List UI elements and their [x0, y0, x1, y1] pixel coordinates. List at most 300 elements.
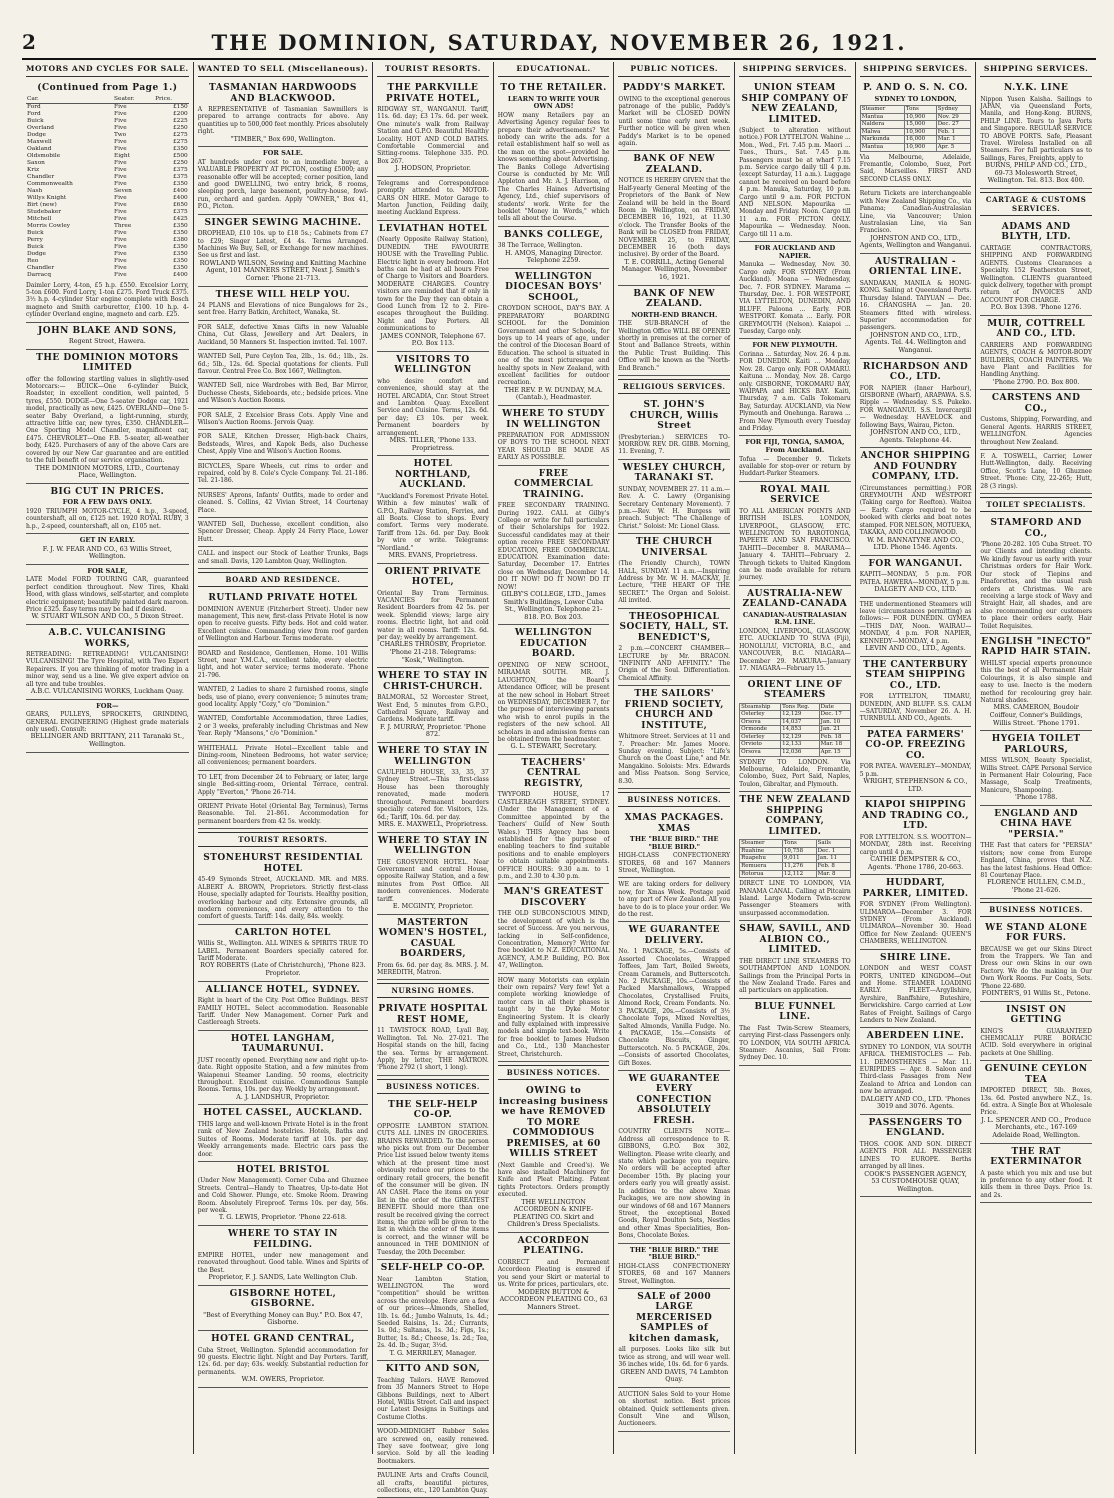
- ad-body: FOR LYTTELTON, TIMARU, DUNEDIN, AND BLUFF. S.S. CALM—SATURDAY, November 26. A. H. TURNBULL AND CO., Agents.: [859, 693, 972, 723]
- ad-signature: "Best of Everything Money can Buy." P.O. Box 47, Gisborne.: [203, 1310, 363, 1327]
- table-cell: Five: [114, 103, 127, 110]
- ad-signature: THE WELLINGTON ACCORDEON & KNIFE-PLEATING CO. Skirt and Children's Dress Specialists.: [507, 1197, 600, 1229]
- ad-heading: RUTLAND PRIVATE HOTEL: [208, 593, 358, 604]
- ad-signature: A. J. LANDSHUR, Proprietor.: [236, 1092, 330, 1101]
- ad-heading: PATEA FARMERS' CO-OP. FREEZING CO.: [865, 729, 966, 761]
- ad-signature: LEVIN AND CO., LTD., Agents.: [865, 644, 966, 653]
- advertisement: [377, 1425, 489, 1469]
- table-cell: Five: [114, 145, 127, 152]
- table-cell: Buick: [27, 243, 44, 250]
- ad-heading: ANCHOR SHIPPING AND FOUNDRY COMPANY, LTD.: [860, 451, 971, 483]
- column-header: SHIPPING SERVICES.: [980, 62, 1092, 77]
- ad-body: 38 The Terrace, Wellington.: [497, 242, 583, 250]
- column-header: SHIPPING SERVICES.: [739, 62, 851, 77]
- advertisement: [198, 321, 368, 350]
- table-cell: Five: [114, 264, 127, 271]
- ad-body: MISS WILSON, Beauty Specialist, Willis Street. CAPE Personal Service in Permanent Hair Colouring, Face Massage, Scalp Treatments, Manicure, Shampooing.: [980, 757, 1092, 794]
- table-cell: Five: [114, 166, 127, 173]
- ad-signature: CATHIE DEMPSTER & CO., Agents. 'Phone 1786, 20-663.: [867, 854, 964, 871]
- table-cell: Dec. 17: [819, 711, 850, 719]
- ad-body: WE are taking orders for delivery now, for Xmas Week. Postage paid to any part of New Zealand. All you have to do is to place your order. We do the rest.: [618, 881, 731, 919]
- page-number: 2: [22, 30, 36, 54]
- advertisement: [377, 743, 489, 832]
- ad-heading: ABERDEEN LINE.: [866, 1031, 965, 1042]
- ad-heading: STONEHURST RESIDENTIAL HOTEL: [203, 853, 363, 874]
- advertisement: [198, 982, 368, 1031]
- ad-signature: DALGETY AND CO., LTD. 'Phones 3019 and 3076. Agents.: [860, 1094, 971, 1111]
- table-row: [860, 144, 971, 152]
- ad-subheading: LEARN TO WRITE YOUR OWN ADS!: [507, 94, 600, 111]
- section-heading: CARTAGE & CUSTOMS SERVICES.: [980, 192, 1092, 216]
- advertisement: [618, 1244, 730, 1289]
- ad-body: GEARS, PULLEYS, SPROCKETS, GRINDING, GENERAL ENGINEERING (Highest grade materials only used). Consult:: [26, 711, 189, 734]
- ad-signature: DALGETY AND CO., LTD.: [874, 585, 957, 593]
- advertisement: [198, 590, 368, 647]
- table-row: [740, 741, 851, 749]
- column-2: [194, 62, 373, 1454]
- table-cell: £425: [172, 215, 188, 222]
- table-cell: Osterley: [740, 733, 781, 741]
- ad-body: OWING to the exceptional generous patronage of the public, Paddy's Market will be CLOSED DOWN until some time early next week. Further notice will be given when Paddy's Market is to be opened again.: [618, 95, 731, 147]
- ad-body: 1920 TRIUMPH MOTOR-CYCLE, 4 h.p., 3-speed, countershaft, all on, £125 net. 1920 ROYAL RUBY, 3 h.p., 2-speed, countershaft, all on, £105 net.: [26, 507, 189, 530]
- advertisement: [26, 700, 189, 753]
- ad-signature: MRS. EVANS, Proprietress.: [388, 551, 478, 560]
- ad-signature: FOINTER'S, 91 Willis St., Petone.: [981, 988, 1091, 997]
- ad-body: NOTICE IS HEREBY GIVEN that the Half-yearly General Meeting of the Proprietors of the Bank of New Zealand will be held in the Board Room in Wellington, on FRIDAY, DECEMBER 16, 1921, at 11.30 o'clock. The Transfer Books of the Bank will be CLOSED from FRIDAY, NOVEMBER 25, to FRIDAY, DECEMBER 16 (both days inclusive). By order of the Board.: [618, 177, 731, 259]
- advertisement: [980, 515, 1092, 634]
- ad-heading: CARSTENS AND CO.,: [991, 393, 1081, 414]
- table-cell: 11,276: [782, 863, 816, 871]
- ad-heading: THE NEW ZEALAND SHIPPING COMPANY, LIMITED.: [739, 795, 851, 837]
- ad-body: THE DIRECT LINE STEAMERS TO SOUTHAMPTON AND LONDON. Sailings from the Principal Ports in the New Zealand Trade. Fares and all particulars on application.: [739, 957, 851, 995]
- ad-body: EMPIRE HOTEL, under new management and renovated throughout. Good table. Wines and Spirits of the Best.: [197, 1252, 369, 1274]
- advertisement: [739, 242, 851, 339]
- ad-subheading: NORTH-END BRANCH.: [631, 310, 718, 319]
- ad-body: Teaching Tailors. HAVE Removed from 35 Manners Street to Hope Gibbons Buildings, next to Albert Hotel, Willis Street. Call and inspect our Latest Designs in Suitings and Costume Cloths.: [377, 1376, 489, 1421]
- ad-body: offer the following startling values in slightly-used Motorcars:— BUICK—One 6-cylinder Buick, Roadster, in excellent condition, well painted, 5 tyres, £550. DODGE—One 5-seater Dodge car, 1921 model, practically as new, £425. OVERLAND—One 5-seater Baby Overland, a light-running, sturdy, attractive little car, new tyres, £350. CHANDLER—One Sporting Model Chandler, magnificent car, £475. CHEVROLET—One F.B. 5-seater, all-weather body, £425. Purchasers of any of the above Cars are covered by our New Car guarantee and are entitled to the full benefit of our service organisation.: [26, 375, 189, 465]
- ad-heading: WE GUARANTEE DELIVERY.: [628, 925, 720, 946]
- advertisement: [26, 534, 189, 565]
- ad-body: Tofua — December 9. Tickets available for stop-over or return by Huddart-Parker Steamers.: [739, 455, 851, 478]
- ad-body: 11 TAVISTOCK ROAD, Lyall Bay, Wellington. Tel. No. 27-021. The Hospital stands on the hill, facing the sea. Terms by arrangement. Apply, by letter, THE MATRON. 'Phone 2792 (1 short, 1 long).: [377, 1027, 489, 1072]
- advertisement: [377, 1469, 489, 1498]
- table-cell: Willys Knight: [27, 194, 67, 201]
- ad-body: BALMORAL, 52 Worcester Street, West End, 5 minutes from G.P.O., Cathedral Square, Railway and Gardens. Moderate tariff.: [377, 694, 489, 724]
- ad-body: FOR PATEA. WAVERLEY—MONDAY, 5 p.m.: [859, 763, 972, 778]
- ad-heading: ROYAL MAIL SERVICE: [759, 484, 830, 506]
- ad-heading: SHAW, SAVILL, AND ALBION CO., LIMITED.: [739, 924, 851, 956]
- ad-body: THOS. COOK AND SON. DIRECT AGENTS FOR ALL PASSENGER LINES TO EUROPE. Berths arranged by all lines.: [859, 1140, 972, 1171]
- ad-body: AUCTION Sales Sold to your Home on shortest notice. Best prices obtained. Quick settlements given. Consult Vine and Wilson, Auctioneers.: [618, 1390, 731, 1428]
- ad-body: THE GROSVENOR HOTEL. Near Government and central House, opposite Railway Station, and a few minutes from Post Office. All modern conveniences. Moderate tariff.: [377, 858, 489, 903]
- table-cell: Seven: [114, 187, 132, 194]
- table-row: [26, 209, 189, 216]
- ad-body: 24 PLANS and Elevations of nice Bungalows for 2s., sent free. Harry Batkin, Architect, Wanaka, St.: [197, 302, 369, 317]
- advertisement: [739, 80, 851, 242]
- ad-body: all purposes. Looks like silk but twice as strong, and will wear well. 36 inches wide, 10s. 6d. for 6 yards.: [618, 1346, 731, 1369]
- ad-heading: ST. JOHN'S CHURCH, Willis Street: [629, 400, 719, 432]
- advertisement: [498, 974, 610, 1062]
- advertisement: [198, 547, 368, 569]
- advertisement: [618, 286, 730, 376]
- advertisement: [860, 875, 972, 949]
- ad-heading: BANKS COLLEGE,: [503, 229, 604, 240]
- ad-body: THE undermentioned Steamers will leave (circumstances permitting) as follows:— FOR DUNEDIN. GYMEA—THIS DAY, Noon. WAIRAU—MONDAY, 4 p.m. FOR NAPIER, KENNEDY—MONDAY, 4 p.m.: [859, 600, 972, 645]
- ad-signature: JOHNSTON AND CO., LTD., Agents. Telephone 44.: [870, 427, 961, 444]
- ad-body: SUNDAY, NOVEMBER 27. 11 a.m.—Rev. A. C. Lawry (Organising Secretary Centenary Movement). 7 p.m.—Rev. W. H. Burgess will preach. Subject: "The Challenge of Christ." Soloist: Mr. Lionel Glass.: [618, 485, 731, 530]
- table-cell: Five: [114, 110, 127, 117]
- ad-heading: THE SAILORS' FRIEND SOCIETY, CHURCH AND INSTITUTE,: [624, 689, 724, 731]
- table-row: [740, 847, 851, 855]
- ad-heading: A.B.C. VULCANISING WORKS,: [48, 628, 167, 649]
- ad-heading: ORIENT PRIVATE HOTEL,: [384, 566, 482, 588]
- table-cell: Dec. 1: [816, 847, 850, 855]
- table-cell: Three: [114, 222, 132, 229]
- table-cell: Kriz: [27, 166, 40, 173]
- advertisement: [198, 489, 368, 518]
- ad-heading: KIAPOI SHIPPING AND TRADING CO., LTD.: [861, 800, 970, 832]
- ad-body: (Under New Management). Corner Cuba and Ghuznee Streets. Central—Handy to Theatres, Up-to-date Hot and Cold Shower. Plunge, etc. Smoke Room. Drawing Room. Absolutely Fireproof. Terms 10s. per day, 56s. per week.: [197, 1177, 369, 1215]
- table-cell: Buick: [27, 117, 44, 124]
- table-cell: Five: [114, 236, 127, 243]
- ad-body: OPENING OF NEW SCHOOL, MIRAMAR SOUTH. MR. J. LAUGHTON, the Board's Attendance Officer, will be present at the new school in Hobart Street on WEDNESDAY, DECEMBER 7, for the purpose of interviewing parents who wish to enrol pupils in the registers of the new school. All scholars in and admission forms can be obtained from the headmaster.: [497, 661, 610, 743]
- ad-body: JUST recently opened. Everything new and right up-to-date. Right opposite Station, and a few minutes from Waiapenui Steamer Landing. 50 rooms, electricity throughout. Excellent cuisine. Commodious Sample Rooms. Terms, 10s. per day. Weekly by arrangement.: [197, 1056, 369, 1094]
- table-row: [26, 118, 189, 125]
- ad-body: THE OLD SUBCONSCIOUS MIND, the development of which is the secret of Success. Are you nervous, lacking in Self-confidence, Concentration, Memory? Write for free booklet to N.Z. EDUCATIONAL AGENCY, A.M.P. Building, P.O. Box 47, Wellington.: [497, 910, 610, 970]
- listing-table: [739, 839, 851, 878]
- table-cell: £400: [172, 187, 188, 194]
- table-row: [26, 188, 189, 195]
- table-row: [860, 113, 971, 121]
- column-1: [22, 62, 194, 1454]
- table-cell: £400: [172, 194, 188, 201]
- ad-body: (Nearly Opposite Railway Station), DUNEDIN. THE FAVOURITE HOUSE with the Travelling Public. Electric light in every bedroom. Hot baths can be had at all hours Free of Charge to Visitors and Boarders. MODERATE CHARGES. Country visitors are reminded that if only in town for the Day they can obtain a Good Lunch from 12 to 2. Fire-escapes throughout the Building. Night and Day Porters. All communications to: [377, 236, 489, 333]
- ad-body: 45-49 Symonds Street, AUCKLAND. MR. and MRS. ALBERT A. BROWN, Proprietors. Strictly first-class House, specially adapted for Tourists. Healthy position, overlooking harbour and city. Extensive grounds, all modern conveniences, and every attention to the comfort of guests. Tariff: 14s. daily, 84s. weekly.: [197, 876, 369, 921]
- ad-heading: TO THE RETAILER.: [500, 83, 607, 93]
- ad-body: DROPHEAD, £10 10s. up to £18 5s.; Cabinets from £7 to £29; Singer Latest, £4 4s. Terms Arranged. Machines We Buy, Sell, or Exchange for new machines. See us first and last.: [197, 230, 369, 260]
- ad-body: TWYFORD HOUSE, 17 CASTLEREAGH STREET, SYDNEY. (Under the Management of a Committee appointed by the Teachers' Guild of New South Wales.) THIS Agency has been established for the purpose of enabling teachers to find suitable positions and to enable employers to obtain suitable appointments. OFFICE HOURS: 9.30 a.m. to 1 p.m., and 2.30 to 4.30 p.m.: [497, 791, 610, 880]
- table-cell: £375: [172, 166, 188, 173]
- table-cell: £350: [172, 250, 188, 257]
- table-cell: £350: [172, 243, 188, 250]
- ad-heading: JOHN BLAKE AND SONS,: [38, 325, 177, 336]
- ad-body: Manuka — Wednesday, Nov. 30. Cargo only. FOR SYDNEY (From Auckland). Moana — Wednesday, Dec. 7. FOR SYDNEY. Marama — Thursday, Dec. 1. FOR WESTPORT, VIA LYTTELTON, DUNEDIN, AND BLUFF. Paloona ... Early. FOR WESTPORT. Komata ... Early. FOR GREYMOUTH (Nelson). Kaiapoi ... Tuesday, Cargo only.: [739, 261, 851, 335]
- ad-heading: ENGLISH "INECTO" RAPID HAIR STAIN.: [981, 636, 1092, 658]
- ad-body: BOARD and Residence, Gentlemen, Home. 101 Willis Street, near Y.M.C.A., excellent table, every electric light, and hot water service; terms moderate. 'Phone 21-796.: [197, 649, 369, 679]
- section-heading: NURSING HOMES.: [377, 983, 489, 998]
- table-cell: Dec. 27: [936, 121, 971, 129]
- table-cell: £150: [172, 103, 188, 110]
- advertisement: [618, 922, 730, 1071]
- ad-heading: ORIENT LINE OF STEAMERS: [747, 679, 843, 700]
- ad-subheading: THE "BLUE BIRD." THE "BLUE BIRD.": [629, 1245, 719, 1262]
- advertisement: [198, 215, 368, 287]
- masthead-rule: [22, 58, 1096, 60]
- ad-body: LONDON, LIVERPOOL, GLASGOW, ETC. AUCKLAND TO SUVA (Fiji), HONOLULU, VICTORIA, B.C., and VANCOUVER, B.C. NIAGARA—December 29. MAKURA—January 17. NIAGARA—February 15.: [739, 628, 851, 673]
- table-header-cell: Tons Reg.: [781, 703, 820, 711]
- advertisement: [860, 598, 972, 657]
- ad-body: Whitmore Street. Services at 11 and 7. Preacher: Mr. James Moore. Sunday evening. Subject: "Life's Church on the Coast Line," and Mr. Mangakino. Soloists: Mrs. Edwards and Miss Peatson. Song Service, 8.30.: [618, 733, 731, 785]
- section-heading: TOILET SPECIALISTS.: [980, 497, 1092, 512]
- advertisement: [618, 460, 730, 534]
- table-cell: Mantua: [860, 144, 904, 152]
- ad-heading: WHERE TO STUDY IN WELLINGTON: [502, 409, 606, 430]
- ad-body: FREE SECONDARY TRAINING. During 1922. CALL at Gilby's College or write for full particulars of their Scholarships for 1922. Successful candidates may at their option receive FREE SECONDARY EDUCATION, FREE COMMERCIAL EDUCATION. Examination date: Saturday, December 17. Entries close on Wednesday, December 14. DO IT NOW! DO IT NOW! DO IT NOW!: [497, 502, 610, 591]
- table-header-cell: Steamer: [860, 106, 904, 114]
- column-header: TOURIST RESORTS.: [377, 62, 489, 77]
- table-cell: Apr. 5: [936, 144, 971, 152]
- ad-body: PREPARATION FOR ADMISSION OF BOYS TO THE SCHOOL NEXT YEAR SHOULD BE MADE AS EARLY AS POSSIBLE.: [497, 432, 610, 462]
- ad-heading: BANK OF NEW ZEALAND.: [633, 288, 716, 310]
- ad-body: DOMINION AVENUE (Fitzherbert Street). Under new management, This new, first-class Private Hotel is now open to receive guests. Fifty beds. Hot and cold water. Excellent cuisine. Commanding view from roof garden of Wellington and Harbour. Terms moderate.: [197, 605, 369, 643]
- ad-signature: F. J. MURRAY, Proprietor. 'Phone 872.: [380, 722, 486, 739]
- table-row: [26, 146, 189, 153]
- ad-signature: JOHNSTON AND CO., LTD., Agents. Tel. 44. Wellington and Wanganui.: [864, 330, 967, 354]
- advertisement: [377, 352, 489, 456]
- table-cell: £350: [172, 257, 188, 264]
- advertisement: [860, 359, 972, 449]
- table-cell: £650: [172, 201, 188, 208]
- table-row: [860, 128, 971, 136]
- ad-heading: CARLTON HOTEL: [235, 927, 331, 938]
- table-cell: Feb. 8: [816, 863, 850, 871]
- advertisement: [498, 406, 610, 466]
- ad-body: FOR SALE, Kitchen Dresser, High-back Chairs, Bedsteads, Wires, and Kapok Beds, also Duchesse Chest, Apply Vine and Wilson's Auction Rooms.: [197, 433, 369, 456]
- column-5: [614, 62, 735, 1454]
- advertisement: [860, 448, 972, 556]
- ad-body: SANDAKAN, MANILA & HONG-KONG. Sailing at Queensland Ports. Thursday Island. TAIYUAN — Dec. 16. CHANGSHA — Jan. 20. Steamers fitted with wireless. Superior accommodation for passengers.: [859, 279, 972, 332]
- advertisement: [198, 80, 368, 147]
- ad-signature: T. G. LEWIS, Proprietor. 'Phone 22-618.: [218, 1213, 347, 1222]
- ad-heading: HUDDART, PARKER, LIMITED.: [862, 878, 969, 899]
- advertisement: [739, 339, 851, 436]
- table-cell: Chandler: [27, 173, 55, 180]
- advertisement: [980, 806, 1092, 899]
- advertisement: [860, 1115, 972, 1197]
- table-cell: Studebaker: [27, 208, 62, 215]
- table-cell: Overland: [27, 124, 54, 131]
- ad-heading: HOTEL CASSEL, AUCKLAND.: [203, 1108, 363, 1119]
- table-cell: £275: [172, 138, 188, 145]
- ad-heading: PADDY'S MARKET.: [622, 83, 726, 93]
- table-cell: £400: [172, 271, 188, 278]
- table-row: [26, 223, 189, 230]
- advertisement: [739, 921, 851, 999]
- ad-signature: J. L. SPENCER AND CO., Produce Merchants, etc., 167-169 Adelaide Road, Wellington.: [981, 1115, 1092, 1139]
- table-row: [26, 174, 189, 181]
- advertisement: [377, 564, 489, 669]
- ad-heading: OWING to increasing business we have REMOVED TO MORE COMMODIOUS PREMISES, at 60 WILLIS STREET: [498, 1086, 609, 1160]
- table-row: [740, 870, 851, 878]
- ad-body: F. A. TOSWELL, Carrier, Lower Hutt-Wellington, daily. Receiving Office, Scott's Lane, 10 Ghuznee Street. 'Phone: City, 22-265; Hutt, 28 (3 rings).: [980, 453, 1092, 490]
- advertisement: [377, 833, 489, 915]
- advertisement: [498, 227, 610, 269]
- table-row: [26, 244, 189, 251]
- table-cell: £350: [172, 222, 188, 229]
- ad-signature: THE DOMINION MOTORS, LTD., Courtenay Place, Wellington.: [35, 463, 180, 480]
- ad-heading: FREE COMMERCIAL TRAINING.: [514, 468, 594, 500]
- ad-body: BICYCLES, Spare Wheels, cut rims to order and repaired, cold by 8. Cole's Cycle Company. Tel. 21-186. Tel. 21-186.: [197, 462, 369, 485]
- table-header-cell: Car.: [26, 96, 113, 104]
- ad-signature: Proprietor, F. J. SANDS, Late Wellington Club.: [208, 1273, 358, 1282]
- advertisement: [198, 350, 368, 379]
- ad-heading: BLUE FUNNEL LINE.: [754, 1001, 836, 1023]
- table-cell: Mitchell: [27, 215, 52, 222]
- ad-signature: BURNS, PHILP AND CO., LTD., 69-73 Molesworth Street, Wellington. Tel. 813. Box 400.: [985, 161, 1088, 185]
- ad-heading: ACCORDEON PLEATING.: [517, 1235, 590, 1257]
- advertisement: [198, 518, 368, 547]
- table-cell: 12,036: [781, 749, 820, 757]
- table-cell: 12,129: [781, 711, 820, 719]
- table-cell: Five: [114, 201, 127, 208]
- ad-heading: WHERE TO STAY IN CHRIST-CHURCH.: [378, 671, 488, 692]
- advertisement: [498, 755, 610, 884]
- advertisement: [377, 1001, 489, 1075]
- table-cell: £350: [172, 229, 188, 236]
- ad-subheading: FOR—: [96, 701, 119, 710]
- advertisement: [198, 1286, 368, 1331]
- table-header-cell: Steamship: [740, 703, 781, 711]
- table-cell: Feb. 1: [936, 128, 971, 136]
- section-heading: BUSINESS NOTICES.: [498, 1065, 610, 1080]
- advertisement: [198, 925, 368, 982]
- table-cell: 16,000: [904, 136, 936, 144]
- ad-body: A paste which you mix and use but in preference to any other food. It kills them in three Days. Price 1s. and 2s.: [980, 1169, 1092, 1199]
- table-row: [26, 202, 189, 209]
- column-4: [494, 62, 615, 1454]
- ad-body: KAPITI—MONDAY, 5 p.m. FOR PATEA. HAWERA—MONDAY, 5 p.m.: [859, 571, 972, 586]
- table-row: [26, 195, 189, 202]
- advertisement: [377, 456, 489, 563]
- table-cell: Reo: [27, 257, 39, 264]
- table-cell: Mantua: [860, 113, 904, 121]
- ad-heading: MUIR, COTTRELL AND CO., LTD.: [987, 318, 1086, 340]
- ad-body: WANTED Sell, Pure Ceylon Tea, 2lb., 1s. 6d.; 1lb., 2s. 6d.; 5lb., 12s. 6d. Special quotations for clients. Full flavour. Central Free Co. Box 1667, Wellington.: [197, 353, 369, 375]
- table-row: [26, 237, 189, 244]
- table-row: [26, 265, 189, 272]
- ad-heading: XMAS PACKAGES. XMAS: [624, 813, 724, 834]
- ad-body: Telegrams and Correspondence promptly attended to. MOTOR-CARS ON HIRE. Motor Garage to Marton Junction, Feilding daily, meeting Auckland Express.: [377, 179, 489, 217]
- ad-body: Near Lambton Station, WELLINGTON. The word "competition" should be written across the envelope. Here are a few of our prices—Almonds, Shelled, 1lb. 1s. 6d.; Jumbo Walnuts, 1s. 4d.; Seeded Raisins, 1s. 2d.; Currants, 1s. 0d.; Sultanas, 1s. 3d.; Figs, 1s.; Butter, 1s. 8d.; Cheese, 1s. 2d.; Tea, 2s. 4d. lb.; Sugar, 3½d.: [377, 1275, 489, 1350]
- ad-heading: SHIRE LINE.: [880, 952, 951, 963]
- ad-heading: THEOSOPHICAL SOCIETY, HALL, ST. BENEDICT'S,: [619, 611, 729, 643]
- advertisement: [739, 482, 851, 586]
- table-cell: Dodge: [27, 250, 46, 257]
- table-cell: Five: [114, 229, 127, 236]
- ad-signature: FLORENCE HULLEN, C.M.D., 'Phone 21-626.: [987, 878, 1086, 894]
- newspaper-title: THE DOMINION, SATURDAY, NOVEMBER 26, 1921.: [211, 30, 907, 55]
- ad-body: LATE Model FORD TOURING CAR, guaranteed perfect condition throughout. New Tires, Khaki Hood, with glass windows, self-starter, and complete electric equipment; beautifully painted dark maroon. Price £325. Easy terms may be had if desired.: [26, 576, 189, 613]
- ad-heading: TASMANIAN HARDWOODS AND BLACKWOOD.: [209, 83, 357, 104]
- table-cell: Remuera: [740, 863, 783, 871]
- table-cell: £225: [172, 117, 188, 124]
- table-cell: 14,853: [781, 726, 820, 734]
- ad-signature: T. G. MERRILEY, Manager.: [389, 1348, 477, 1357]
- advertisement: [498, 884, 610, 973]
- ad-heading: AUSTRALIAN - ORIENTAL LINE.: [869, 256, 963, 278]
- advertisement: [618, 1289, 730, 1388]
- ad-body: 2 p.m.—CONCERT CHAMBER—LECTURE by Mr. BRACON. "INFINITY AND AFFINITY." The Origin of the Soul. Differentiation. Chemical Affinity.: [618, 645, 731, 682]
- table-cell: £350: [172, 180, 188, 187]
- ad-body: From 6s. 6d. per day, 8s. MRS. J. M. MEREDITH, Matron.: [377, 961, 489, 976]
- table-cell: Narkunda: [860, 136, 904, 144]
- table-cell: £200: [172, 110, 188, 117]
- ad-subheading: FOR FIJI, TONGA, SAMOA, From Auckland.: [745, 438, 845, 454]
- advertisement: [377, 177, 489, 221]
- table-header-cell: Seater.: [113, 96, 154, 104]
- table-cell: 12,129: [781, 733, 820, 741]
- table-cell: Apr. 15: [819, 749, 850, 757]
- ad-heading: SINGER SEWING MACHINE.: [204, 217, 362, 228]
- ad-heading: WESLEY CHURCH, TARANAKI ST.: [622, 462, 726, 484]
- column-7: [856, 62, 977, 1454]
- ad-signature: MRS. CAMERON, Boudoir Coiffeur, Conner's Buildings, Willis Street. 'Phone 1791.: [989, 703, 1083, 727]
- section-heading: RELIGIOUS SERVICES.: [618, 379, 730, 394]
- table-cell: Five: [114, 243, 127, 250]
- table-cell: Jan. 10: [819, 718, 850, 726]
- listing-table: [860, 105, 972, 152]
- advertisement: [739, 677, 851, 793]
- advertisement: [498, 1083, 610, 1233]
- ad-signature: MRS. E. MAXWELL, Proprietress.: [377, 819, 488, 828]
- table-cell: Five: [114, 250, 127, 257]
- advertisement: [860, 657, 972, 727]
- ad-body: WHITEHALL Private Hotel—Excellent table and Dining-room, Nineteen Bedrooms, hot water service; all conveniences; permanent boarders.: [197, 744, 369, 767]
- ad-heading: HOTEL LANGHAM, TAUMARUNUI.: [230, 1033, 336, 1055]
- table-cell: Mar. 8: [816, 870, 850, 878]
- advertisement: [860, 254, 972, 359]
- ad-body: ORIENT Private Hotel (Oriental Bay, Terminus), Terms Reasonable. Tel. 21-861. Accommodation for permanent boarders from 42 5s. weekly.: [197, 803, 369, 825]
- table-cell: Five: [114, 215, 127, 222]
- ad-heading: UNION STEAM SHIP COMPANY OF NEW ZEALAND, LIMITED.: [741, 83, 849, 125]
- ad-body: WANTED Sell, Duchesse, excellent condition, also Spencer Dresser, Cheap. Apply 24 Ferry Place, Lower Hutt.: [197, 521, 369, 543]
- ad-body: 'Phone 20-282. 105 Cuba Street. TO our Clients and intending clients. We kindly favour us early with your Christmas orders for Hair Work. Our stock of Tiepins and Pinaforettes, and the usual rush orders at Christmas. We are receiving a large stock of Wavy and Straight Hair, all shades, and are also recommending our customers to place their orders early. Hair Toilet Requisites.: [980, 541, 1092, 630]
- ad-heading: SELF-HELP CO-OP.: [380, 1263, 486, 1274]
- ad-signature: W.M. OWERS, Proprietor.: [241, 1375, 325, 1384]
- ad-heading: (Continued from Page 1.): [37, 83, 178, 93]
- table-row: [860, 121, 971, 129]
- ad-signature: F. J. W. FEAR AND CO., 63 Willis Street, Wellington.: [42, 544, 172, 561]
- advertisement: [980, 390, 1092, 450]
- ad-body: COUNTRY CLIENTS NOTE—Address all correspondence to R. GIBBONS, G.P.O. Box 302, Wellington. Please write clearly, and state which package you require. No orders will be accepted after December 15th. By placing your orders early you will greatly assist. In addition to the above Xmas Packages, we are now showing in our windows of 68 and 167 Manners Street, the exceptional Boxed Goods, Royal Doulton Sets, Nestles and other Xmas Specialities, Bon-Bons, Chocolate Boxes.: [618, 1128, 731, 1240]
- advertisement: [860, 950, 972, 1029]
- ad-body: "Auckland's Foremost Private Hotel. Within a few minutes' walk of G.P.O., Railway Station, Ferries, and all Boats. Close to shops. Every comfort. Terms very moderate. Tariff from 12s. 6d. per Day. Book by wire or write. Telegrams: "Nordland.": [377, 492, 489, 552]
- advertisement: [198, 850, 368, 924]
- table-cell: Jan. 21: [819, 726, 850, 734]
- table-cell: Two: [114, 131, 127, 138]
- table-cell: Maxwell: [27, 138, 52, 145]
- ad-body: CALL and inspect our Stock of Leather Trunks, Bags and small. Davis, 120 Lambton Quay, Wellington.: [197, 550, 369, 565]
- table-cell: Five: [114, 271, 127, 278]
- table-cell: 12,133: [781, 741, 820, 749]
- advertisement: [198, 712, 368, 741]
- column-3: [373, 62, 494, 1495]
- table-cell: 14,037: [781, 718, 820, 726]
- ad-body: WANTED Sell, nice Wardrobes with Bed, Bar Mirror, Duchesse Chests, Sideboards, etc.; bedside prices. Vine and Wilson's Auction Rooms.: [197, 382, 369, 405]
- ad-body: FOR LYTTELTON. S.S. WOOTTON—MONDAY, 28th inst. Receiving cargo until 4 p.m.: [859, 833, 972, 856]
- advertisement: [618, 1388, 730, 1432]
- advertisement: [498, 1233, 610, 1315]
- table-row: [26, 272, 189, 279]
- advertisement: [377, 221, 489, 352]
- ad-heading: RICHARDSON AND CO., LTD.: [862, 361, 969, 383]
- advertisement: [980, 1144, 1092, 1204]
- ad-heading: THE DOMINION MOTORS LIMITED: [36, 352, 179, 374]
- ad-signature: WRIGHT, STEPHENSON & CO., LTD.: [863, 777, 968, 793]
- ad-signature: JOHNSTON AND CO., LTD., Agents, Wellington and Wanganui.: [859, 233, 972, 250]
- advertisement: [980, 450, 1092, 494]
- ad-signature: GREEN AND DAVIS, 74 Lambton Quay.: [620, 1367, 729, 1384]
